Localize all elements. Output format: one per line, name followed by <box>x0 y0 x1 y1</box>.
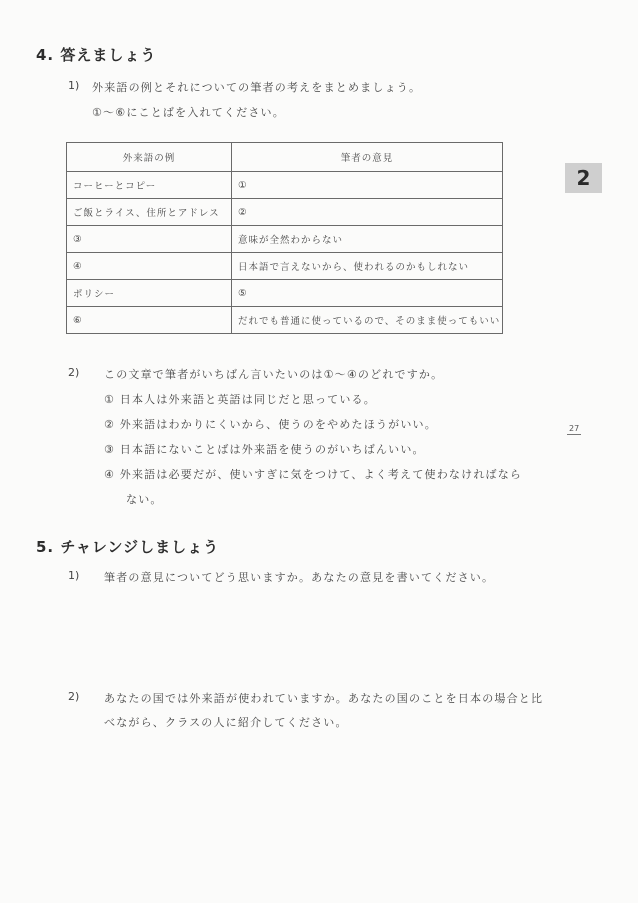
question-4-2-number: 2) <box>68 366 80 379</box>
table-cell: コーヒーとコピー <box>67 172 232 199</box>
answer-option-3: ③ 日本語にないことばは外来語を使うのがいちばんいい。 <box>104 443 425 456</box>
table-row <box>67 253 503 280</box>
question-4-1-number: 1) <box>68 79 80 92</box>
question-5-2-number: 2) <box>68 690 80 703</box>
table-cell: ① <box>232 172 503 199</box>
table-cell: 日本語で言えないから、使われるのかもしれない <box>232 253 503 280</box>
table-row <box>67 199 503 226</box>
table-header: 外来語の例 <box>67 143 232 172</box>
question-4-1-line1: 外来語の例とそれについての筆者の考えをまとめましょう。 <box>92 81 422 94</box>
table-row <box>67 307 503 334</box>
table-row <box>67 172 503 199</box>
question-5-2-line1: あなたの国では外来語が使われていますか。あなたの国のことを日本の場合と比 <box>104 692 544 705</box>
table-cell: だれでも普通に使っているので、そのまま使ってもいい <box>232 307 503 334</box>
table-row <box>67 226 503 253</box>
table-cell: ご飯とライス、住所とアドレス <box>67 199 232 226</box>
question-4-1-line2: ①〜⑥にことばを入れてください。 <box>92 106 285 119</box>
answer-option-2: ② 外来語はわかりにくいから、使うのをやめたほうがいい。 <box>104 418 437 431</box>
question-4-2-text: この文章で筆者がいちばん言いたいのは①〜④のどれですか。 <box>104 368 444 381</box>
answer-option-4: ④ 外来語は必要だが、使いすぎに気をつけて、よく考えて使わなければなら <box>104 468 523 481</box>
table-header: 筆者の意見 <box>232 143 503 172</box>
page-number: 27 <box>569 424 580 433</box>
section-5-title: 5. チャレンジしましょう <box>36 538 220 556</box>
answer-option-1: ① 日本人は外来語と英語は同じだと思っている。 <box>104 393 376 406</box>
section-4-title: 4. 答えましょう <box>36 46 157 64</box>
table-cell: ③ <box>67 226 232 253</box>
table-cell: ⑥ <box>67 307 232 334</box>
question-5-1-text: 筆者の意見についてどう思いますか。あなたの意見を書いてください。 <box>104 571 495 584</box>
chapter-tab: 2 <box>565 163 602 193</box>
table-cell: ⑤ <box>232 280 503 307</box>
question-5-1-number: 1) <box>68 569 80 582</box>
table-header-row <box>67 143 503 172</box>
table-row <box>67 280 503 307</box>
question-5-2-line2: べながら、クラスの人に紹介してください。 <box>104 716 348 729</box>
table-cell: ポリシー <box>67 280 232 307</box>
opinion-table <box>66 142 503 334</box>
table-cell: ② <box>232 199 503 226</box>
answer-option-4-continued: ない。 <box>126 493 163 506</box>
table-cell: ④ <box>67 253 232 280</box>
table-cell: 意味が全然わからない <box>232 226 503 253</box>
